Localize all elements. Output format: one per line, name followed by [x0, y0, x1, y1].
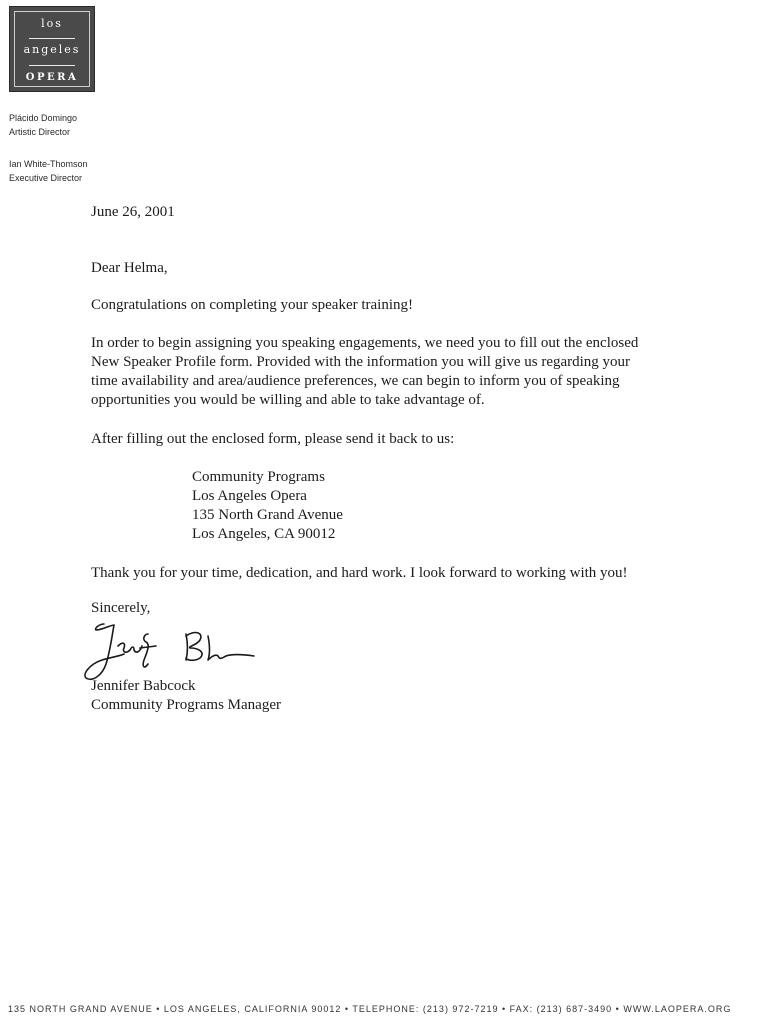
paragraph-line: opportunities you would be willing and able to take advantage of.: [91, 392, 485, 408]
los-angeles-opera-logo: [9, 6, 95, 92]
logo-rule-bottom: [29, 65, 75, 66]
address-line: Los Angeles, CA 90012: [192, 526, 336, 542]
paragraph-congratulations: Congratulations on completing your speaker training!: [91, 297, 414, 313]
logo-rule-top: [29, 38, 75, 39]
letterhead-footer: 135 NORTH GRAND AVENUE • LOS ANGELES, CALIFORNIA 90012 • TELEPHONE: (213) 972-7219 • FAX: (213) 687-3490 • WWW.LAOPERA.ORG: [8, 1004, 732, 1014]
staff-name: Ian White-Thomson: [9, 159, 88, 169]
closing: Sincerely,: [91, 600, 151, 616]
letter-date: June 26, 2001: [91, 204, 175, 220]
mailing-address: [192, 468, 343, 544]
paragraph-thank-you: Thank you for your time, dedication, and hard work. I look forward to working with you!: [91, 565, 628, 581]
staff-title: Artistic Director: [9, 127, 71, 137]
paragraph-line: New Speaker Profile form. Provided with the information you will give us regarding your: [91, 354, 631, 370]
paragraph-send-back: After filling out the enclosed form, please send it back to us:: [91, 431, 455, 447]
logo-line-angeles: angeles: [23, 43, 81, 56]
address-line: Los Angeles Opera: [192, 488, 307, 504]
logo-line-los: los: [41, 17, 63, 30]
paragraph-instructions: [91, 334, 638, 410]
signer-name: Jennifer Babcock: [91, 678, 196, 694]
staff-name: Plácido Domingo: [9, 113, 78, 123]
artistic-director-block: [9, 111, 77, 139]
paragraph-line: time availability and area/audience preferences, we can begin to inform you of speaking: [91, 373, 620, 389]
salutation: Dear Helma,: [91, 260, 168, 276]
staff-title: Executive Director: [9, 173, 83, 183]
logo-line-opera: OPERA: [25, 72, 79, 83]
executive-director-block: [9, 157, 88, 185]
signer-title: Community Programs Manager: [91, 697, 281, 713]
logo-inner-border: [14, 11, 90, 87]
paragraph-line: In order to begin assigning you speaking engagements, we need you to fill out the enclosed: [91, 335, 639, 351]
address-line: 135 North Grand Avenue: [192, 507, 343, 523]
address-line: Community Programs: [192, 469, 325, 485]
signer-block: [91, 677, 281, 715]
